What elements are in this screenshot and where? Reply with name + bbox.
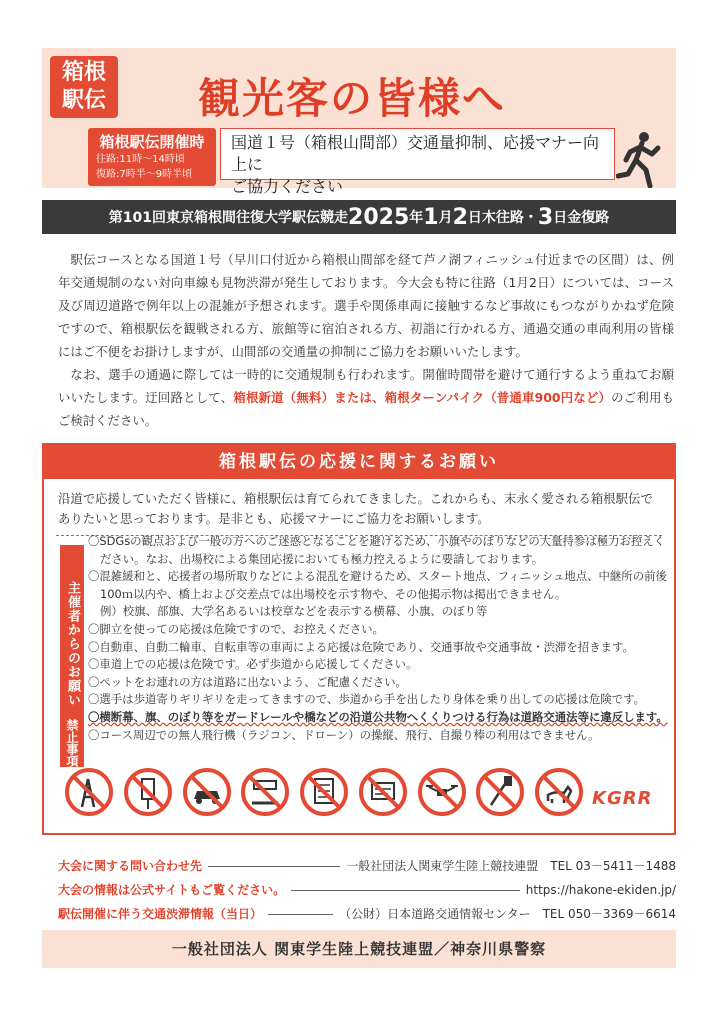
contact-value: （公財）日本道路交通情報センター TEL 050－3369－6614 xyxy=(339,907,676,921)
list-item: 〇ペットをお連れの方は道路に出ないよう、ご配慮ください。 xyxy=(88,674,407,689)
no-stepladder-icon xyxy=(64,767,114,817)
no-selfie-stick-icon xyxy=(475,767,525,817)
no-vehicle-icon xyxy=(182,767,232,817)
list-item: 〇SDGsの観点および一般の方へのご迷惑となることを避けるため、小旗やのぼりなどの大量持参は極力お控えください。なお、出場校による集団応援においても極力控えるように要請しております。 xyxy=(88,534,666,566)
contact-row xyxy=(58,854,676,878)
list-item: 〇脚立を使っての応援は危険ですので、お控えください。 xyxy=(88,621,384,636)
contact-row xyxy=(58,902,676,926)
intro-paragraph-1: 駅伝コースとなる国道１号（早川口付近から箱根山間部を経て芦ノ湖フィニッシュ付近までの区間）は、例年交通規制のない対向車線も見物渋滞が発生しております。今大会も特に往路（1月2日）については、コース及び周辺道路で例年以上の混雑が予想されます。選手や関係車両に接触するなど事故にもつながりかねず危険ですので、箱根駅伝を観戦される方、旅館等に宿泊される方、初詣に行かれる方、通過交通の車両利用の皆様にはご不便をお掛けしますが、山間部の交通量の抑制にご協力をお願いいたします。 xyxy=(58,252,674,359)
day-1-unit: 日 xyxy=(467,210,482,226)
list-item: 〇選手は歩道寄りギリギリを走ってきますので、歩道から手を出したり身体を乗り出しての応援は危険です。 xyxy=(88,692,646,707)
panel-intro: 沿道で応援していただく皆様に、箱根駅伝は育てられてきました。これからも、末永く愛される箱根駅伝でありたいと思っております。是非とも、応援マナーにご協力をお願いします。 xyxy=(58,491,653,526)
page-title: 観光客の皆様へ xyxy=(198,74,507,123)
list-item-example: 例）校旗、部旗、大学名あるいは校章などを表示する横幕、小旗、のぼり等 xyxy=(100,604,488,619)
contact-label: 大会の情報は公式サイトもご覧ください。 xyxy=(58,883,286,897)
leader-line xyxy=(208,854,340,867)
leader-line xyxy=(268,902,333,915)
panel-title: 箱根駅伝の応援に関するお願い xyxy=(44,445,674,479)
day-1: 2 xyxy=(452,204,468,230)
day-2-label: 復路 xyxy=(581,210,610,226)
cheering-manners-panel xyxy=(42,443,676,835)
period-outbound: 往路:11時～14時頃 xyxy=(96,154,185,165)
prohibited-item: 〇コース周辺での無人飛行機（ラジコン、ドローン）の操縦、飛行、自撮り棒の利用はできません。 xyxy=(88,727,600,742)
prohibition-icons xyxy=(64,767,584,823)
organizer-requests-label: 主催者からのお願い xyxy=(60,545,84,743)
detour-highlight: 箱根新道（無料）または、箱根ターンパイク（普通車900円など） xyxy=(233,390,612,405)
period-return: 復路:7時半～9時半頃 xyxy=(96,169,193,180)
official-site-link[interactable]: https://hakone-ekiden.jp/ xyxy=(525,883,676,897)
request-line-1: 国道１号（箱根山間部）交通量抑制、応援マナー向上に xyxy=(231,133,600,174)
runner-icon xyxy=(616,130,662,188)
event-name: 第101回東京箱根間往復大学駅伝競走 xyxy=(108,210,349,226)
badge-line-2: 駅伝 xyxy=(61,88,106,113)
intro-text xyxy=(58,248,674,432)
no-poster-icon xyxy=(358,767,408,817)
leader-line xyxy=(291,878,520,891)
day-1-weekday: 木 xyxy=(481,210,496,226)
contact-row xyxy=(58,878,676,902)
contact-label: 大会に関する問い合わせ先 xyxy=(58,859,203,873)
badge-line-1: 箱根 xyxy=(61,60,106,85)
day-2-unit: 日 xyxy=(553,210,568,226)
year: 2025 xyxy=(348,204,410,230)
prohibited-item: 〇横断幕、旗、のぼり等をガードレールや橋などの沿道公共物へくくりつける行為は道路交通法等に違反します。 xyxy=(88,709,668,724)
no-roadway-icon xyxy=(240,767,290,817)
contact-value: 一般社団法人関東学生陸上競技連盟 TEL 03－5411－1488 xyxy=(346,859,676,873)
day-2: 3 xyxy=(537,204,554,230)
day-2-weekday: 金 xyxy=(567,210,582,226)
contact-label: 駅伝開催に伴う交通渋滞情報（当日） xyxy=(58,907,263,921)
no-pet-icon xyxy=(534,767,584,817)
list-item: 〇車道上での応援は危険です。必ず歩道から応援してください。 xyxy=(88,657,418,672)
prohibited-label: 禁止事項 xyxy=(60,719,84,767)
request-box xyxy=(220,128,615,196)
intro-paragraph-2 xyxy=(58,363,674,432)
request-line-2: ご協力ください xyxy=(231,177,344,196)
intro-p2-a: なお、選手の通過に際しては一時的に交通規制も行われます。開催時間帯を避けて通行するよう重ねてお願いいたします。迂回路として、 xyxy=(58,367,674,405)
month-unit: 月 xyxy=(438,210,453,226)
no-banner-icon xyxy=(123,767,173,817)
day-1-label: 往路・ xyxy=(495,210,538,226)
intro-p2-b: のご利用もご検討ください。 xyxy=(58,390,675,428)
month: 1 xyxy=(423,204,439,230)
request-list xyxy=(88,533,668,744)
footer-organizers: 一般社団法人 関東学生陸上競技連盟／神奈川県警察 xyxy=(42,930,676,968)
period-box xyxy=(88,128,216,186)
period-title: 箱根駅伝開催時 xyxy=(99,133,205,151)
year-unit: 年 xyxy=(409,210,424,226)
list-item: 〇混雑緩和と、応援者の場所取りなどによる混乱を避けるため、スタート地点、フィニッシュ地点、中継所の前後100ｍ以内や、橋上および交差点では出場校を示す物や、その他掲示物は掲出できません。 xyxy=(88,569,667,601)
kgrr-logo: KGRR xyxy=(592,788,653,809)
date-bar xyxy=(42,200,676,234)
no-drone-icon xyxy=(417,767,467,817)
event-badge xyxy=(50,56,118,118)
no-signs-icon xyxy=(299,767,349,817)
list-item: 〇自動車、自動二輪車、自転車等の車両による応援は危険であり、交通事故や交通事故・渋滞を招きます。 xyxy=(88,639,634,654)
contacts xyxy=(58,854,676,926)
